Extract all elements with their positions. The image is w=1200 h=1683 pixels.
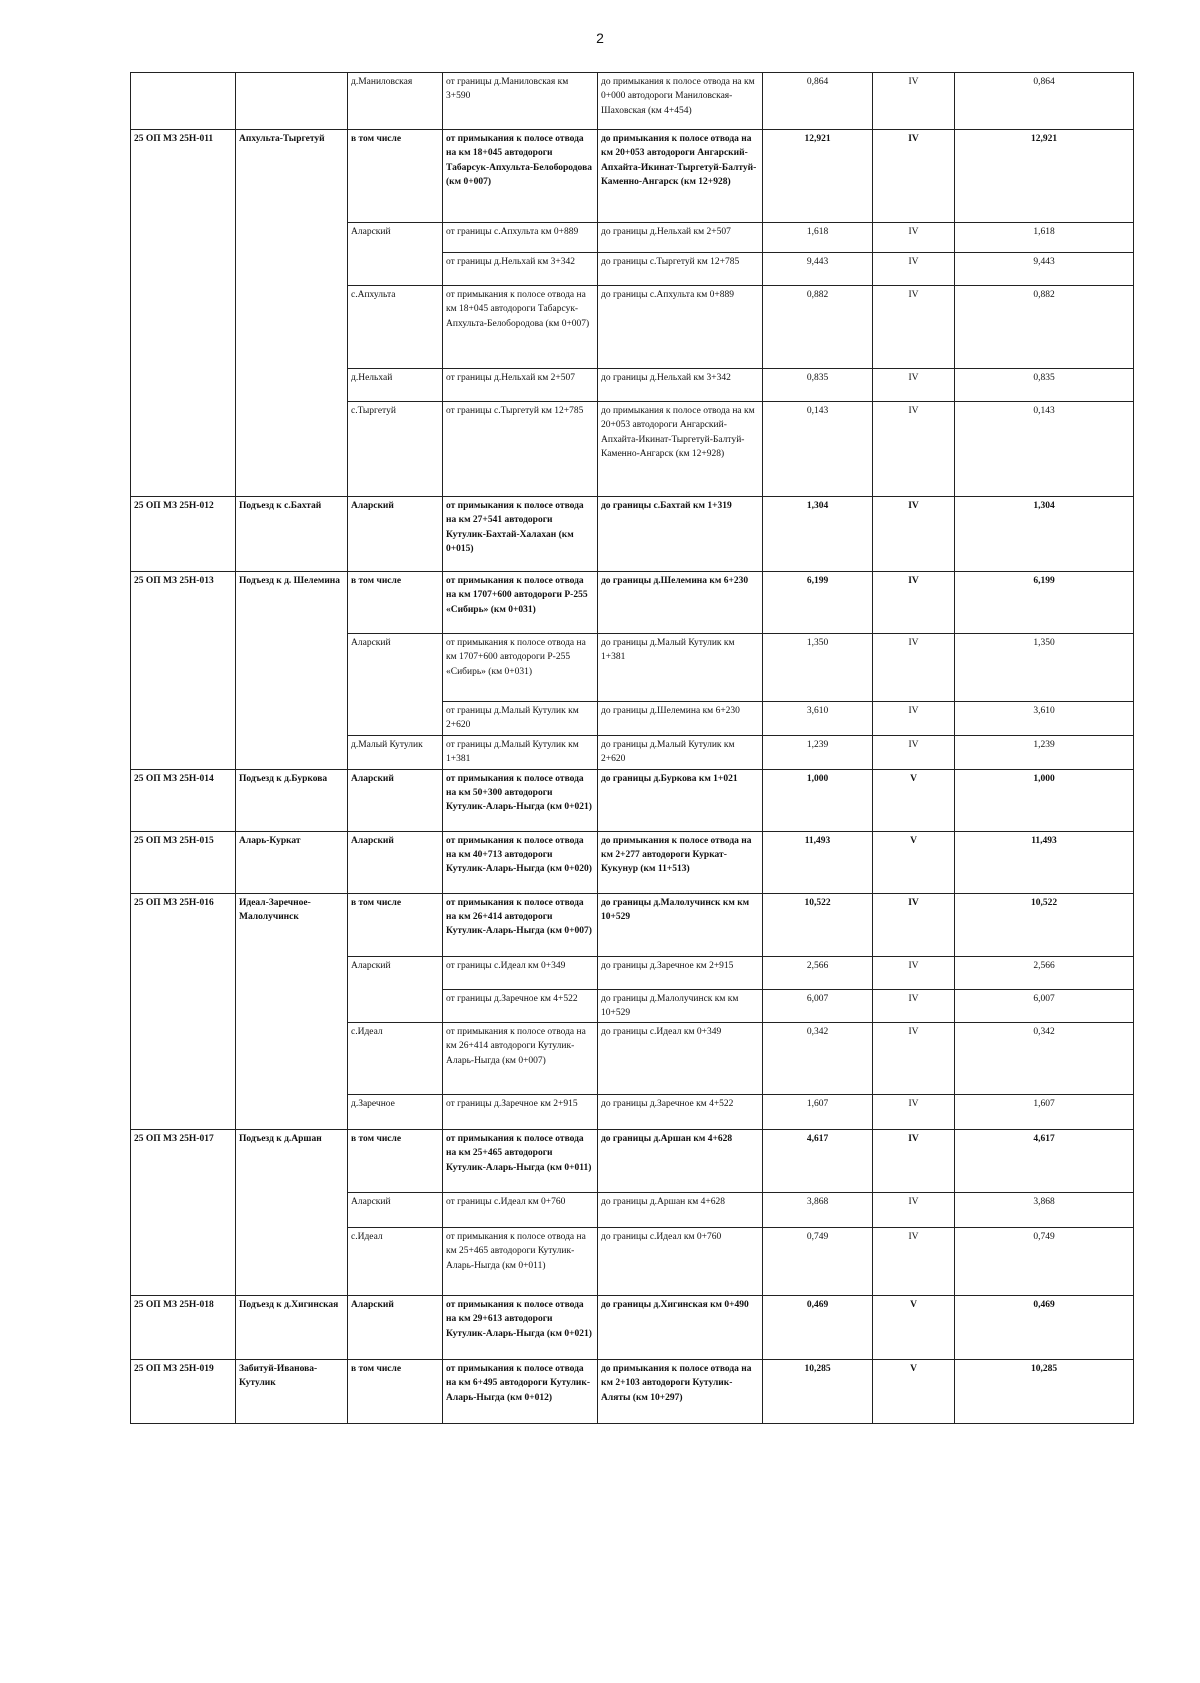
total-length-cell: 3,610 xyxy=(955,702,1134,736)
to-cell: до границы д.Заречное км 2+915 xyxy=(598,956,763,989)
road-id-cell: 25 ОП МЗ 25Н-018 xyxy=(131,1296,236,1360)
length-cell: 3,610 xyxy=(763,702,873,736)
to-cell: до примыкания к полосе отвода на км 0+000 автодороги Маниловская-Шаховская (км 4+454) xyxy=(598,73,763,130)
length-cell: 1,618 xyxy=(763,223,873,253)
roads-table xyxy=(130,72,1134,1424)
category-cell: IV xyxy=(873,223,955,253)
to-cell: до границы д.Шелемина км 6+230 xyxy=(598,572,763,634)
length-cell: 9,443 xyxy=(763,253,873,286)
area-cell: д.Нельхай xyxy=(348,369,443,402)
category-cell: IV xyxy=(873,286,955,369)
category-cell: V xyxy=(873,769,955,831)
table-row xyxy=(131,73,1134,130)
length-cell: 0,143 xyxy=(763,402,873,497)
from-cell: от примыкания к полосе отвода на км 18+045 автодороги Табарсук-Апхульта-Белобородова (км 0+007) xyxy=(443,286,598,369)
length-cell: 1,350 xyxy=(763,634,873,702)
road-name-cell: Аларь-Куркат xyxy=(236,831,348,893)
length-cell: 11,493 xyxy=(763,831,873,893)
from-cell: от границы с.Тыргетуй км 12+785 xyxy=(443,402,598,497)
category-cell: IV xyxy=(873,497,955,572)
table-row xyxy=(131,497,1134,572)
from-cell: от примыкания к полосе отвода на км 50+300 автодороги Кутулик-Аларь-Ныгда (км 0+021) xyxy=(443,769,598,831)
to-cell: до границы с.Идеал км 0+760 xyxy=(598,1228,763,1296)
total-length-cell: 1,607 xyxy=(955,1095,1134,1130)
category-cell: V xyxy=(873,831,955,893)
length-cell: 1,239 xyxy=(763,735,873,769)
area-cell: Аларский xyxy=(348,634,443,736)
category-cell: IV xyxy=(873,1023,955,1095)
category-cell: IV xyxy=(873,130,955,223)
area-cell: Аларский xyxy=(348,1296,443,1360)
category-cell: IV xyxy=(873,893,955,956)
length-cell: 6,199 xyxy=(763,572,873,634)
category-cell: IV xyxy=(873,572,955,634)
from-cell: от границы д.Малый Кутулик км 2+620 xyxy=(443,702,598,736)
road-name-cell: Забитуй-Иванова-Кутулик xyxy=(236,1360,348,1424)
area-cell: с.Идеал xyxy=(348,1228,443,1296)
area-cell: в том числе xyxy=(348,130,443,223)
from-cell: от примыкания к полосе отвода на км 40+713 автодороги Кутулик-Аларь-Ныгда (км 0+020) xyxy=(443,831,598,893)
road-name-cell: Идеал-Заречное-Малолучинск xyxy=(236,893,348,1130)
to-cell: до границы с.Тыргетуй км 12+785 xyxy=(598,253,763,286)
area-cell: Аларский xyxy=(348,769,443,831)
length-cell: 0,864 xyxy=(763,73,873,130)
total-length-cell: 4,617 xyxy=(955,1130,1134,1193)
category-cell: IV xyxy=(873,735,955,769)
total-length-cell: 9,443 xyxy=(955,253,1134,286)
area-cell: с.Апхульта xyxy=(348,286,443,369)
from-cell: от примыкания к полосе отвода на км 29+613 автодороги Кутулик-Аларь-Ныгда (км 0+021) xyxy=(443,1296,598,1360)
length-cell: 1,000 xyxy=(763,769,873,831)
total-length-cell: 0,835 xyxy=(955,369,1134,402)
road-name-cell: Подъезд к д.Буркова xyxy=(236,769,348,831)
road-id-cell: 25 ОП МЗ 25Н-019 xyxy=(131,1360,236,1424)
from-cell: от границы д.Малый Кутулик км 1+381 xyxy=(443,735,598,769)
area-cell: д.Заречное xyxy=(348,1095,443,1130)
from-cell: от границы с.Идеал км 0+349 xyxy=(443,956,598,989)
length-cell: 0,749 xyxy=(763,1228,873,1296)
to-cell: до примыкания к полосе отвода на км 2+103 автодороги Кутулик-Аляты (км 10+297) xyxy=(598,1360,763,1424)
table-row xyxy=(131,893,1134,956)
table-row xyxy=(131,831,1134,893)
road-id-cell: 25 ОП МЗ 25Н-016 xyxy=(131,893,236,1130)
table-row xyxy=(131,572,1134,634)
road-id-cell: 25 ОП МЗ 25Н-011 xyxy=(131,130,236,497)
from-cell: от границы д.Заречное км 2+915 xyxy=(443,1095,598,1130)
to-cell: до границы с.Идеал км 0+349 xyxy=(598,1023,763,1095)
from-cell: от границы с.Апхульта км 0+889 xyxy=(443,223,598,253)
road-name-cell xyxy=(236,73,348,130)
length-cell: 10,522 xyxy=(763,893,873,956)
category-cell: V xyxy=(873,1296,955,1360)
total-length-cell: 1,239 xyxy=(955,735,1134,769)
category-cell: IV xyxy=(873,73,955,130)
from-cell: от примыкания к полосе отвода на км 26+414 автодороги Кутулик-Аларь-Ныгда (км 0+007) xyxy=(443,893,598,956)
to-cell: до границы д.Буркова км 1+021 xyxy=(598,769,763,831)
total-length-cell: 0,882 xyxy=(955,286,1134,369)
road-name-cell: Апхульта-Тыргетуй xyxy=(236,130,348,497)
total-length-cell: 0,469 xyxy=(955,1296,1134,1360)
to-cell: до границы д.Малолучинск км км 10+529 xyxy=(598,989,763,1023)
page-number: 2 xyxy=(596,30,604,46)
area-cell: в том числе xyxy=(348,1130,443,1193)
area-cell: Аларский xyxy=(348,497,443,572)
road-name-cell: Подъезд к с.Бахтай xyxy=(236,497,348,572)
category-cell: IV xyxy=(873,1228,955,1296)
total-length-cell: 10,522 xyxy=(955,893,1134,956)
total-length-cell: 0,749 xyxy=(955,1228,1134,1296)
area-cell: в том числе xyxy=(348,893,443,956)
area-cell: Аларский xyxy=(348,223,443,286)
table-row xyxy=(131,1360,1134,1424)
table-row xyxy=(131,1130,1134,1193)
to-cell: до примыкания к полосе отвода на км 20+053 автодороги Ангарский-Апхайта-Икинат-Тыргетуй-Балтуй-Каменно-Ангарск (км 12+928) xyxy=(598,402,763,497)
road-name-cell: Подъезд к д.Хигинская xyxy=(236,1296,348,1360)
from-cell: от примыкания к полосе отвода на км 1707+600 автодороги Р-255 «Сибирь» (км 0+031) xyxy=(443,572,598,634)
category-cell: IV xyxy=(873,253,955,286)
length-cell: 0,882 xyxy=(763,286,873,369)
from-cell: от примыкания к полосе отвода на км 1707+600 автодороги Р-255 «Сибирь» (км 0+031) xyxy=(443,634,598,702)
total-length-cell: 1,618 xyxy=(955,223,1134,253)
from-cell: от границы д.Нельхай км 3+342 xyxy=(443,253,598,286)
to-cell: до границы с.Апхульта км 0+889 xyxy=(598,286,763,369)
length-cell: 0,342 xyxy=(763,1023,873,1095)
category-cell: V xyxy=(873,1360,955,1424)
from-cell: от границы д.Маниловская км 3+590 xyxy=(443,73,598,130)
to-cell: до границы д.Шелемина км 6+230 xyxy=(598,702,763,736)
length-cell: 0,835 xyxy=(763,369,873,402)
to-cell: до границы д.Малолучинск км км 10+529 xyxy=(598,893,763,956)
total-length-cell: 1,000 xyxy=(955,769,1134,831)
road-id-cell: 25 ОП МЗ 25Н-012 xyxy=(131,497,236,572)
from-cell: от границы д.Заречное км 4+522 xyxy=(443,989,598,1023)
total-length-cell: 1,304 xyxy=(955,497,1134,572)
category-cell: IV xyxy=(873,1095,955,1130)
category-cell: IV xyxy=(873,956,955,989)
total-length-cell: 6,199 xyxy=(955,572,1134,634)
table-row xyxy=(131,769,1134,831)
length-cell: 1,304 xyxy=(763,497,873,572)
road-id-cell: 25 ОП МЗ 25Н-013 xyxy=(131,572,236,770)
from-cell: от примыкания к полосе отвода на км 27+541 автодороги Кутулик-Бахтай-Халахан (км 0+015) xyxy=(443,497,598,572)
category-cell: IV xyxy=(873,369,955,402)
to-cell: до границы д.Аршан км 4+628 xyxy=(598,1130,763,1193)
total-length-cell: 0,342 xyxy=(955,1023,1134,1095)
length-cell: 3,868 xyxy=(763,1193,873,1228)
length-cell: 6,007 xyxy=(763,989,873,1023)
total-length-cell: 11,493 xyxy=(955,831,1134,893)
total-length-cell: 3,868 xyxy=(955,1193,1134,1228)
from-cell: от примыкания к полосе отвода на км 25+465 автодороги Кутулик-Аларь-Ныгда (км 0+011) xyxy=(443,1228,598,1296)
area-cell: в том числе xyxy=(348,572,443,634)
from-cell: от примыкания к полосе отвода на км 18+045 автодороги Табарсук-Апхульта-Белобородова (км 0+007) xyxy=(443,130,598,223)
road-id-cell: 25 ОП МЗ 25Н-017 xyxy=(131,1130,236,1296)
to-cell: до границы д.Аршан км 4+628 xyxy=(598,1193,763,1228)
total-length-cell: 0,864 xyxy=(955,73,1134,130)
roads-table-body xyxy=(131,73,1134,1424)
total-length-cell: 0,143 xyxy=(955,402,1134,497)
to-cell: до границы д.Хигинская км 0+490 xyxy=(598,1296,763,1360)
length-cell: 1,607 xyxy=(763,1095,873,1130)
category-cell: IV xyxy=(873,634,955,702)
to-cell: до границы д.Заречное км 4+522 xyxy=(598,1095,763,1130)
to-cell: до границы д.Малый Кутулик км 2+620 xyxy=(598,735,763,769)
road-name-cell: Подъезд к д.Аршан xyxy=(236,1130,348,1296)
to-cell: до границы с.Бахтай км 1+319 xyxy=(598,497,763,572)
to-cell: до примыкания к полосе отвода на км 2+277 автодороги Куркат-Кукунур (км 11+513) xyxy=(598,831,763,893)
area-cell: Аларский xyxy=(348,956,443,1023)
area-cell: с.Идеал xyxy=(348,1023,443,1095)
to-cell: до границы д.Малый Кутулик км 1+381 xyxy=(598,634,763,702)
total-length-cell: 6,007 xyxy=(955,989,1134,1023)
to-cell: до границы д.Нельхай км 2+507 xyxy=(598,223,763,253)
category-cell: IV xyxy=(873,989,955,1023)
from-cell: от примыкания к полосе отвода на км 25+465 автодороги Кутулик-Аларь-Ныгда (км 0+011) xyxy=(443,1130,598,1193)
area-cell: Аларский xyxy=(348,1193,443,1228)
category-cell: IV xyxy=(873,402,955,497)
total-length-cell: 12,921 xyxy=(955,130,1134,223)
length-cell: 2,566 xyxy=(763,956,873,989)
total-length-cell: 1,350 xyxy=(955,634,1134,702)
length-cell: 0,469 xyxy=(763,1296,873,1360)
road-id-cell xyxy=(131,73,236,130)
category-cell: IV xyxy=(873,1130,955,1193)
length-cell: 10,285 xyxy=(763,1360,873,1424)
length-cell: 12,921 xyxy=(763,130,873,223)
total-length-cell: 2,566 xyxy=(955,956,1134,989)
from-cell: от примыкания к полосе отвода на км 26+414 автодороги Кутулик-Аларь-Ныгда (км 0+007) xyxy=(443,1023,598,1095)
road-id-cell: 25 ОП МЗ 25Н-015 xyxy=(131,831,236,893)
area-cell: в том числе xyxy=(348,1360,443,1424)
area-cell: Аларский xyxy=(348,831,443,893)
from-cell: от границы с.Идеал км 0+760 xyxy=(443,1193,598,1228)
from-cell: от границы д.Нельхай км 2+507 xyxy=(443,369,598,402)
category-cell: IV xyxy=(873,1193,955,1228)
road-name-cell: Подъезд к д. Шелемина xyxy=(236,572,348,770)
area-cell: с.Тыргетуй xyxy=(348,402,443,497)
area-cell: д.Малый Кутулик xyxy=(348,735,443,769)
category-cell: IV xyxy=(873,702,955,736)
length-cell: 4,617 xyxy=(763,1130,873,1193)
from-cell: от примыкания к полосе отвода на км 6+495 автодороги Кутулик-Аларь-Ныгда (км 0+012) xyxy=(443,1360,598,1424)
total-length-cell: 10,285 xyxy=(955,1360,1134,1424)
to-cell: до примыкания к полосе отвода на км 20+053 автодороги Ангарский-Апхайта-Икинат-Тыргетуй-Балтуй-Каменно-Ангарск (км 12+928) xyxy=(598,130,763,223)
area-cell: д.Маниловская xyxy=(348,73,443,130)
table-row xyxy=(131,130,1134,223)
road-id-cell: 25 ОП МЗ 25Н-014 xyxy=(131,769,236,831)
to-cell: до границы д.Нельхай км 3+342 xyxy=(598,369,763,402)
table-row xyxy=(131,1296,1134,1360)
